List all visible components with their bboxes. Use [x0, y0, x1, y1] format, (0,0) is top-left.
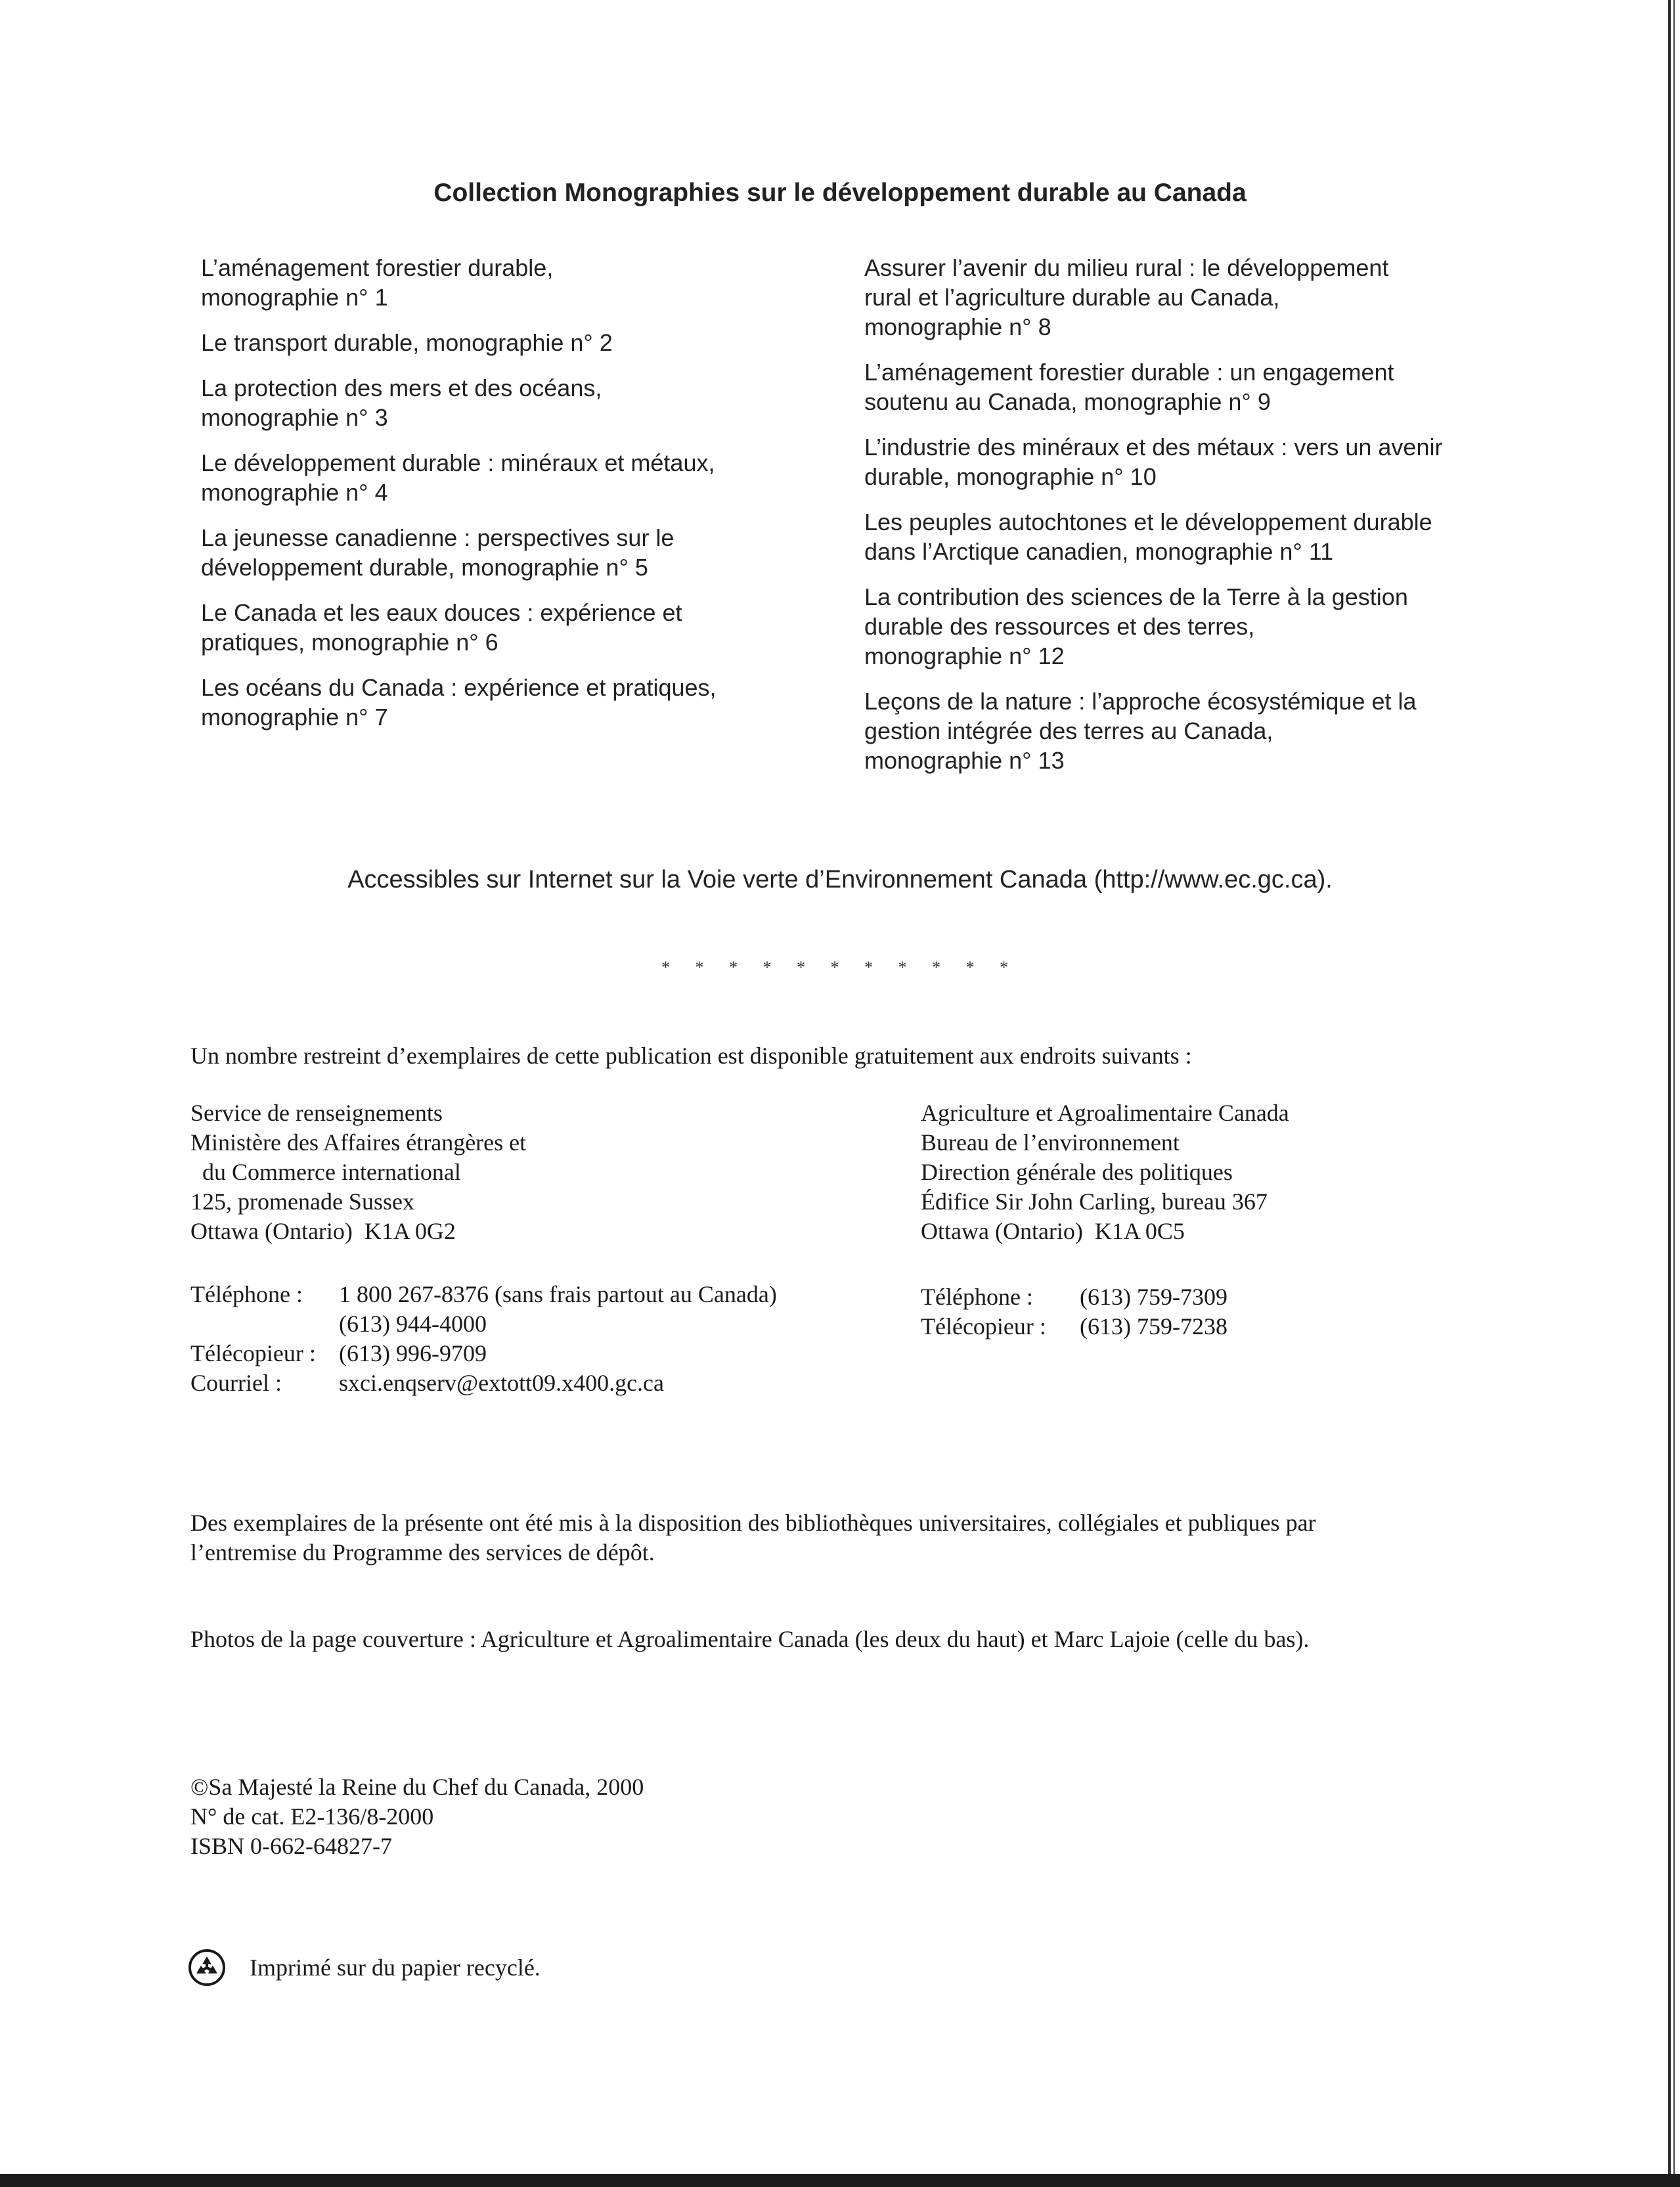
email-label: Courriel :: [190, 1370, 282, 1396]
monograph-item: Les océans du Canada : expérience et pratiques, monographie n° 7: [201, 674, 717, 731]
contact-row-fax: [921, 1312, 1227, 1342]
contact-table-aafc: [921, 1282, 1227, 1342]
recycle-icon: [188, 1949, 226, 1987]
address-dfait: [190, 1098, 847, 1246]
scan-edge-bottom: [0, 2174, 1680, 2187]
separator-stars: * * * * * * * * * * *: [661, 958, 1019, 977]
photo-credits: Photos de la page couverture : Agriculture et Agroalimentaire Canada (les deux du haut) et Marc Lajoie (celle du bas).: [190, 1626, 1310, 1652]
monograph-item: L’aménagement forestier durable, monographie n° 1: [201, 254, 554, 311]
monograph-item: L’aménagement forestier durable : un engagement soutenu au Canada, monographie n° 9: [864, 359, 1394, 415]
address-line: Ottawa (Ontario) K1A 0G2: [190, 1218, 456, 1244]
monograph-list-right: [864, 253, 1508, 791]
monograph-item: Les peuples autochtones et le développement durable dans l’Arctique canadien, monographie n° 11: [864, 508, 1432, 565]
monograph-item: Le développement durable : minéraux et métaux, monographie n° 4: [201, 449, 715, 506]
address-line: Ottawa (Ontario) K1A 0C5: [921, 1218, 1185, 1244]
contact-row-fax: [190, 1339, 777, 1368]
monograph-item: La jeunesse canadienne : perspectives sur le développement durable, monographie n° 5: [201, 524, 674, 581]
address-line: Service de renseignements: [190, 1100, 443, 1126]
copyright-block: [190, 1772, 644, 1861]
monograph-item: L’industrie des minéraux et des métaux : vers un avenir durable, monographie n° 10: [864, 434, 1443, 490]
monograph-item: La contribution des sciences de la Terre à la gestion durable des ressources et des terres, monographie n° 12: [864, 583, 1408, 669]
scan-edge-right: [1663, 0, 1680, 2187]
monograph-item: Le Canada et les eaux douces : expérience et pratiques, monographie n° 6: [201, 599, 682, 656]
fax-value: (613) 996-9709: [339, 1340, 487, 1366]
address-line: Agriculture et Agroalimentaire Canada: [921, 1100, 1289, 1126]
email-value: sxci.enqserv@extott09.x400.gc.ca: [339, 1370, 665, 1396]
contact-row-phone: [190, 1280, 777, 1309]
monograph-item: Le transport durable, monographie n° 2: [201, 329, 613, 356]
phone-value: (613) 759-7309: [1080, 1284, 1227, 1310]
contact-row-phone: [921, 1282, 1227, 1312]
catalogue-number: N° de cat. E2-136/8-2000: [190, 1803, 434, 1830]
recycled-paper-text: Imprimé sur du papier recyclé.: [250, 1954, 541, 1981]
contact-table-dfait: [190, 1280, 777, 1398]
availability-intro: Un nombre restreint d’exemplaires de cette publication est disponible gratuitement aux endroits suivants :: [190, 1043, 1192, 1069]
phone-value: (613) 944-4000: [339, 1311, 487, 1337]
collection-title: Collection Monographies sur le développement durable au Canada: [433, 179, 1247, 207]
copyright-line: ©Sa Majesté la Reine du Chef du Canada, 2000: [190, 1774, 644, 1800]
address-line: Ministère des Affaires étrangères et: [190, 1129, 527, 1156]
contact-row-phone-2: [190, 1309, 777, 1339]
address-aafc: [921, 1098, 1512, 1246]
phone-label: Téléphone :: [190, 1281, 303, 1307]
recycled-paper-note: [188, 1949, 541, 1987]
isbn: ISBN 0-662-64827-7: [190, 1833, 392, 1859]
depository-note: Des exemplaires de la présente ont été mis à la disposition des bibliothèques universitaires, collégiales et publiques par l’entremise du Programme des services de dépôt.: [190, 1510, 1316, 1566]
address-line: Édifice Sir John Carling, bureau 367: [921, 1188, 1268, 1215]
address-line: du Commerce international: [190, 1159, 461, 1185]
monograph-item: La protection des mers et des océans, monographie n° 3: [201, 374, 602, 431]
monograph-list-left: [201, 253, 812, 748]
contact-row-email: [190, 1368, 777, 1398]
internet-availability-note: Accessibles sur Internet sur la Voie verte d’Environnement Canada (http://www.ec.gc.ca).: [347, 866, 1333, 893]
fax-label: Télécopieur :: [190, 1340, 316, 1366]
monograph-item: Leçons de la nature : l’approche écosystémique et la gestion intégrée des terres au Canada, monographie n° 13: [864, 688, 1417, 774]
phone-label: Téléphone :: [921, 1284, 1033, 1310]
fax-label: Télécopieur :: [921, 1313, 1046, 1340]
monograph-item: Assurer l’avenir du milieu rural : le développement rural et l’agriculture durable au Canada, monographie n° 8: [864, 254, 1389, 340]
address-line: 125, promenade Sussex: [190, 1188, 414, 1215]
fax-value: (613) 759-7238: [1080, 1313, 1227, 1340]
address-line: Bureau de l’environnement: [921, 1129, 1180, 1156]
phone-value: 1 800 267-8376 (sans frais partout au Canada): [339, 1281, 777, 1307]
address-line: Direction générale des politiques: [921, 1159, 1233, 1185]
